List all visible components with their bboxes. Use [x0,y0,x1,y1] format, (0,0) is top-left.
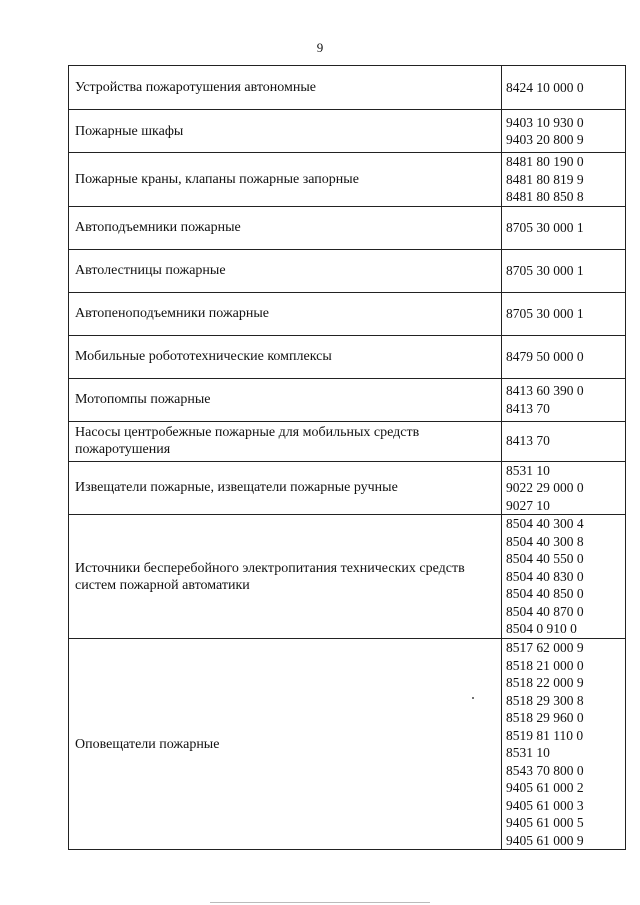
tn-ved-code: 8504 40 870 0 [506,603,584,619]
tn-ved-code-cell [502,515,626,639]
table-row [69,110,626,153]
item-name-cell: Мобильные робототехнические комплексы [69,335,502,378]
tn-ved-code: 9405 61 000 3 [506,797,584,813]
tn-ved-code: 8705 30 000 1 [506,262,584,278]
scan-artifact-dot [472,697,474,699]
tn-ved-code: 8424 10 000 0 [506,79,584,95]
tn-ved-code: 8504 0 910 0 [506,621,577,637]
tn-ved-code-cell [502,461,626,515]
tn-ved-code: 8518 22 000 9 [506,675,584,690]
tn-ved-code-cell [502,335,626,378]
tn-ved-code: 8481 80 190 0 [506,154,584,169]
item-name-cell: Извещатели пожарные, извещатели пожарные ручные [69,461,502,515]
tn-ved-code-cell [502,421,626,461]
item-name-cell: Оповещатели пожарные [69,639,502,850]
tn-ved-code: 8517 62 000 9 [506,640,584,655]
tn-ved-code: 8504 40 300 4 [506,516,584,532]
tn-ved-code: 9027 10 [506,497,550,513]
table-body [69,66,626,850]
tn-ved-code: 9405 61 000 2 [506,780,584,795]
tn-ved-code-cell [502,249,626,292]
table-row [69,292,626,335]
tn-ved-code: 8543 70 800 0 [506,762,584,778]
item-name-cell: Устройства пожаротушения автономные [69,66,502,110]
item-name-cell: Источники бесперебойного электропитания технических средств систем пожарной автоматики [69,515,502,639]
tn-ved-code: 8413 60 390 0 [506,383,584,398]
tn-ved-code: 8413 70 [506,400,550,416]
table-row [69,249,626,292]
item-name-cell: Насосы центробежные пожарные для мобильных средств пожаротушения [69,421,502,461]
tn-ved-code: 9022 29 000 0 [506,480,584,495]
tn-ved-code: 8705 30 000 1 [506,219,584,235]
tn-ved-code: 8481 80 850 8 [506,189,584,204]
item-name-cell: Автопеноподъемники пожарные [69,292,502,335]
tn-ved-code: 8481 80 819 9 [506,171,584,187]
tn-ved-code-cell [502,153,626,207]
tn-ved-code: 8518 21 000 0 [506,657,584,673]
tn-ved-code: 8504 40 850 0 [506,586,584,602]
tn-ved-code: 8479 50 000 0 [506,348,584,364]
tn-ved-code: 8518 29 960 0 [506,710,584,725]
equipment-codes-table [68,65,626,850]
table-row [69,206,626,249]
tn-ved-code: 8504 40 830 0 [506,568,584,584]
tn-ved-code-cell [502,66,626,110]
tn-ved-code: 8518 29 300 8 [506,692,584,708]
tn-ved-code-cell [502,639,626,850]
tn-ved-code: 9403 10 930 0 [506,114,584,130]
table-row [69,378,626,421]
table-row [69,461,626,515]
item-name-cell: Автоподъемники пожарные [69,206,502,249]
tn-ved-code: 8519 81 110 0 [506,727,584,743]
page-number: 9 [316,40,324,55]
tn-ved-code: 8413 70 [506,433,550,449]
tn-ved-code: 8504 40 550 0 [506,551,584,567]
tn-ved-code: 8504 40 300 8 [506,533,584,549]
tn-ved-code-cell [502,206,626,249]
table-row [69,335,626,378]
tn-ved-code: 8705 30 000 1 [506,305,584,321]
tn-ved-code: 9405 61 000 5 [506,815,584,830]
tn-ved-code: 9405 61 000 9 [506,832,584,848]
tn-ved-code-cell [502,110,626,153]
table-row [69,515,626,639]
tn-ved-code: 8531 10 [506,462,550,478]
table-row [69,639,626,850]
item-name-cell: Пожарные шкафы [69,110,502,153]
table-row [69,153,626,207]
tn-ved-code: 9403 20 800 9 [506,132,584,147]
table-row [69,66,626,110]
item-name-cell: Автолестницы пожарные [69,249,502,292]
item-name-cell: Пожарные краны, клапаны пожарные запорные [69,153,502,207]
scan-edge-line [210,902,430,903]
tn-ved-code-cell [502,378,626,421]
tn-ved-code: 8531 10 [506,745,550,760]
table-row [69,421,626,461]
tn-ved-code-cell [502,292,626,335]
item-name-cell: Мотопомпы пожарные [69,378,502,421]
